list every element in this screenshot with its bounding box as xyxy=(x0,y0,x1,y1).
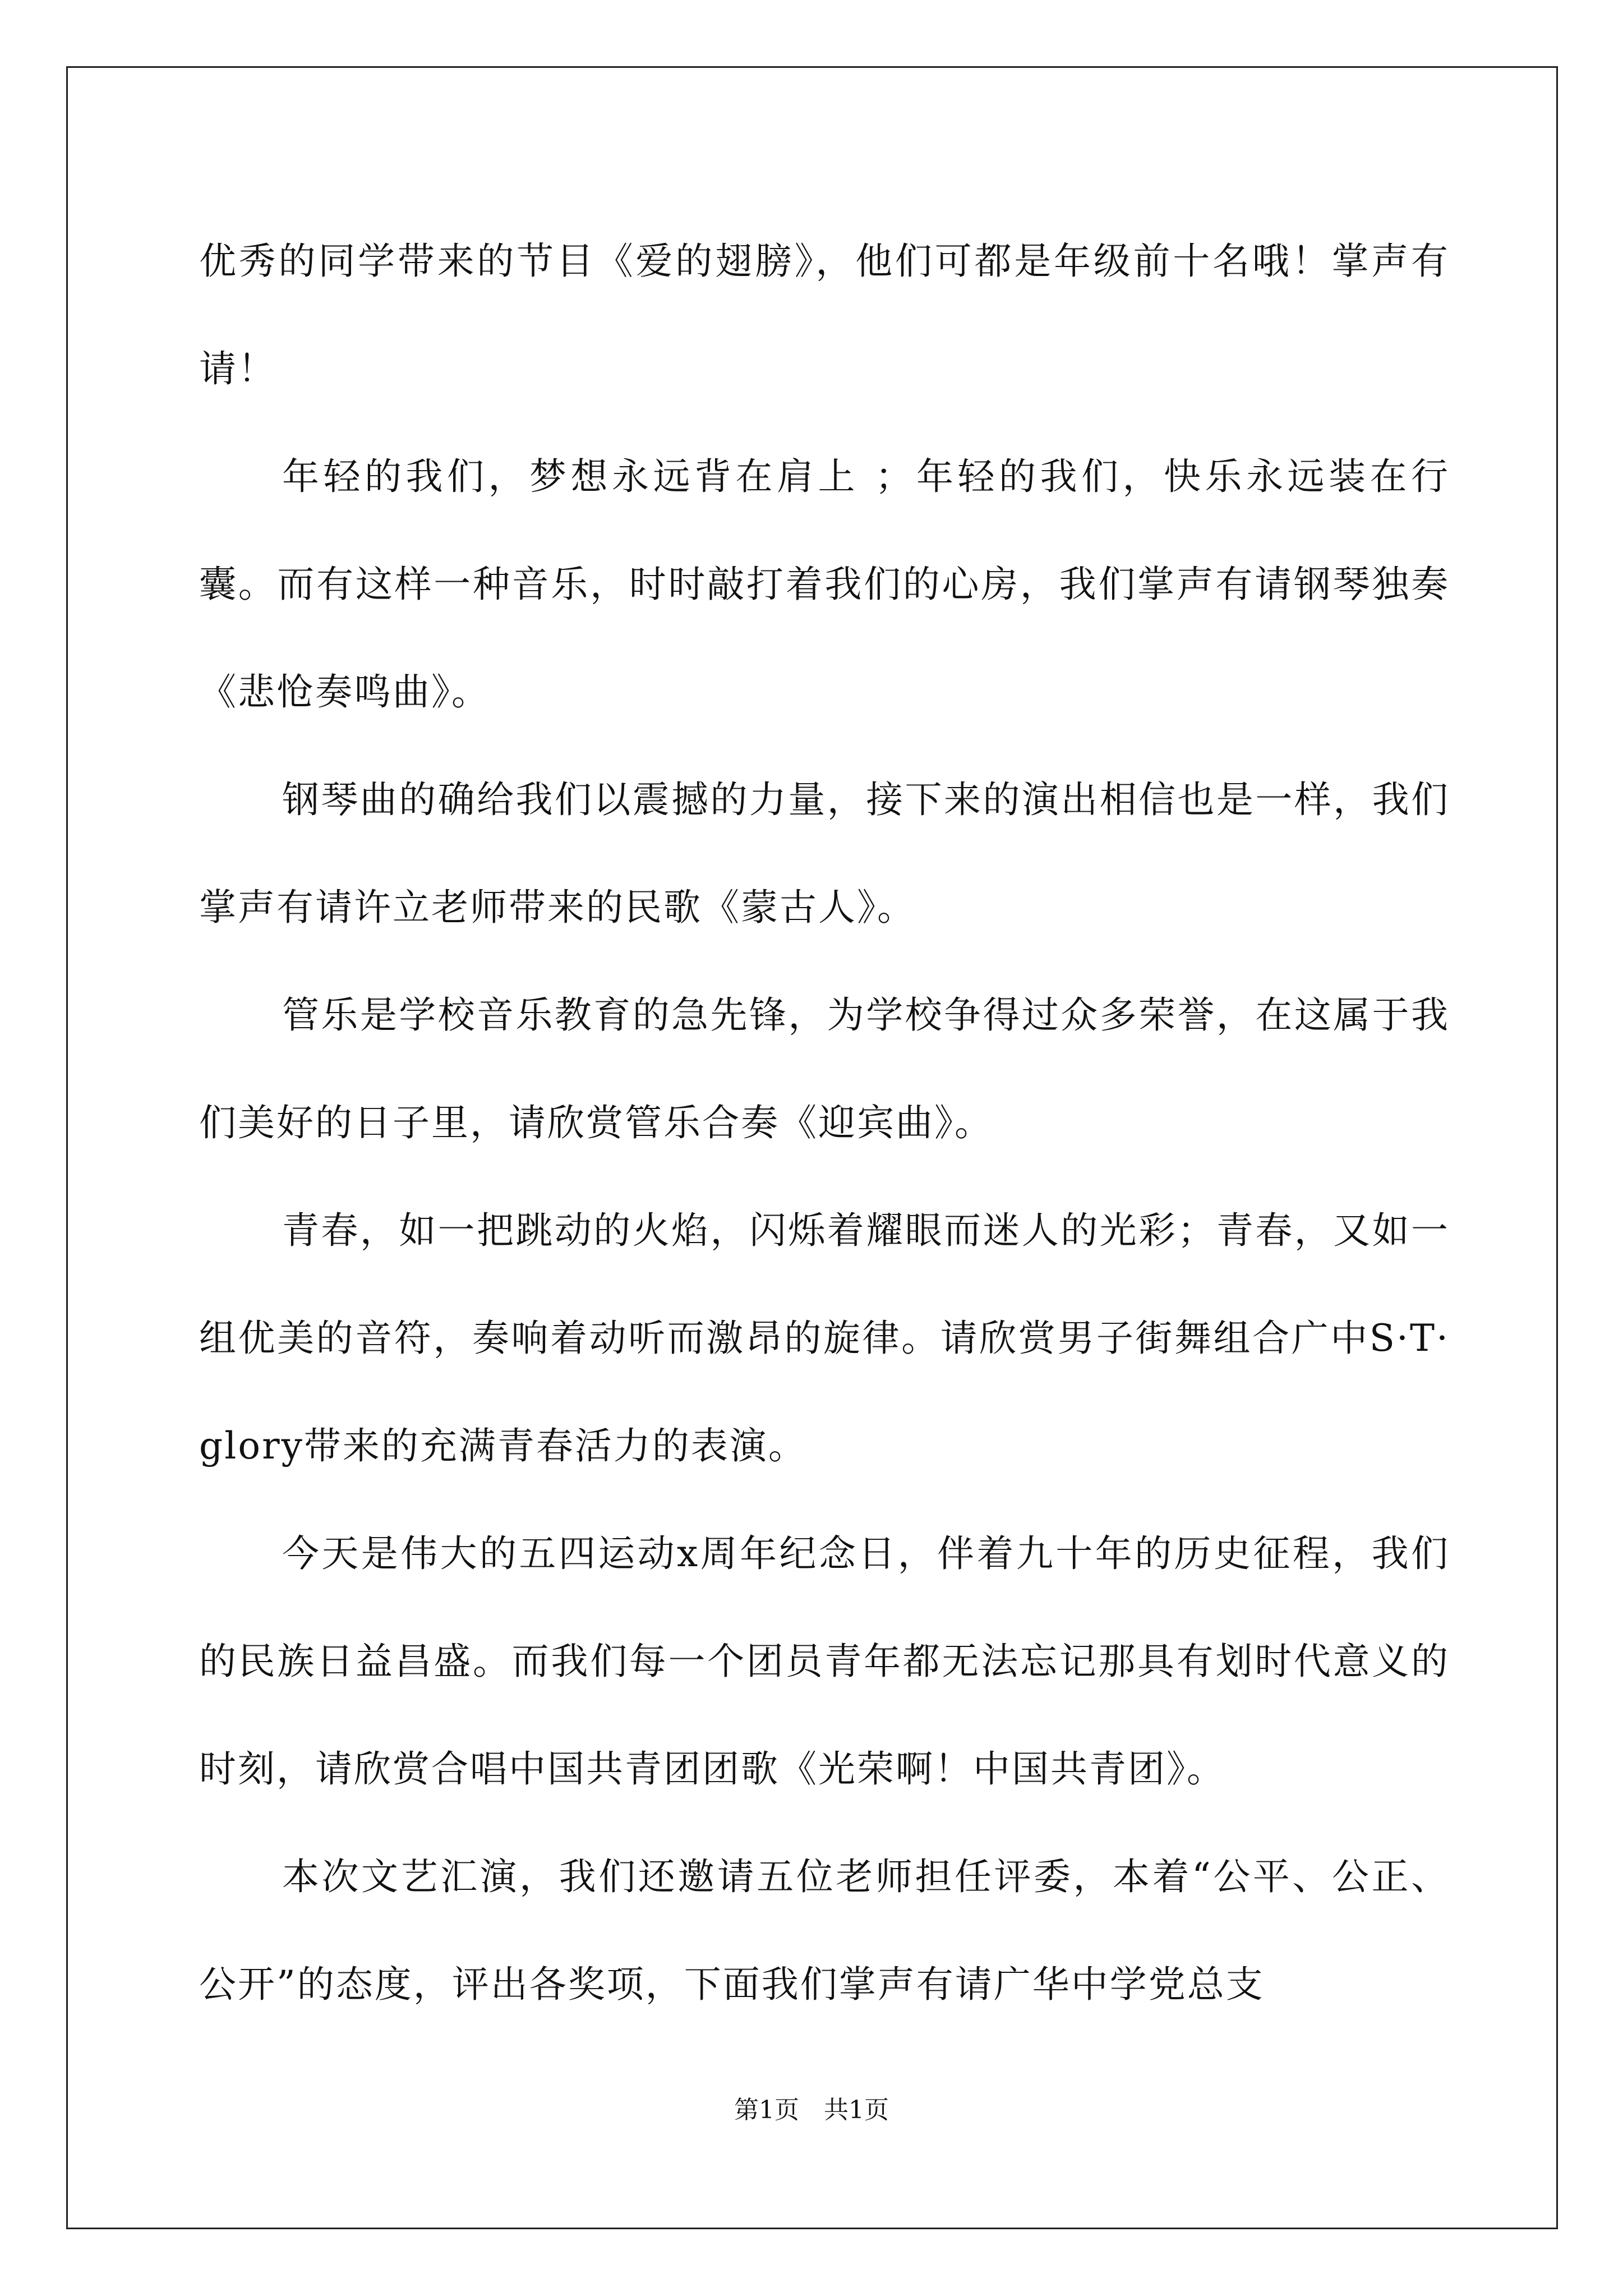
paragraph-4: 管乐是学校音乐教育的急先锋，为学校争得过众多荣誉，在这属于我们美好的日子里，请欣赏管乐合奏《迎宾曲》。 xyxy=(199,993,1450,1144)
page-number-footer: 第1页 共1页 xyxy=(734,2096,889,2124)
paragraph-1: 优秀的同学带来的节目《爱的翅膀》，他们可都是年级前十名哦！掌声有请！ xyxy=(199,240,1450,390)
paragraph-5: 青春，如一把跳动的火焰，闪烁着耀眼而迷人的光彩；青春，又如一组优美的音符，奏响着动听而激昂的旋律。请欣赏男子街舞组合广中S·T·glory带来的充满青春活力的表演。 xyxy=(199,1209,1450,1467)
paragraph-3: 钢琴曲的确给我们以震撼的力量，接下来的演出相信也是一样，我们掌声有请许立老师带来的民歌《蒙古人》。 xyxy=(199,778,1450,929)
paragraph-6: 今天是伟大的五四运动x周年纪念日，伴着九十年的历史征程，我们的民族日益昌盛。而我们每一个团员青年都无法忘记那具有划时代意义的时刻，请欣赏合唱中国共青团团歌《光荣啊！中国共青团》。 xyxy=(199,1532,1450,1791)
document-body xyxy=(199,208,1450,2039)
paragraph-7: 本次文艺汇演，我们还邀请五位老师担任评委，本着“公平、公正、公开”的态度，评出各奖项，下面我们掌声有请广华中学党总支 xyxy=(199,1855,1450,2006)
paragraph-2: 年轻的我们，梦想永远背在肩上 ；年轻的我们，快乐永远装在行囊。而有这样一种音乐，时时敲打着我们的心房，我们掌声有请钢琴独奏《悲怆奏鸣曲》。 xyxy=(199,455,1450,714)
